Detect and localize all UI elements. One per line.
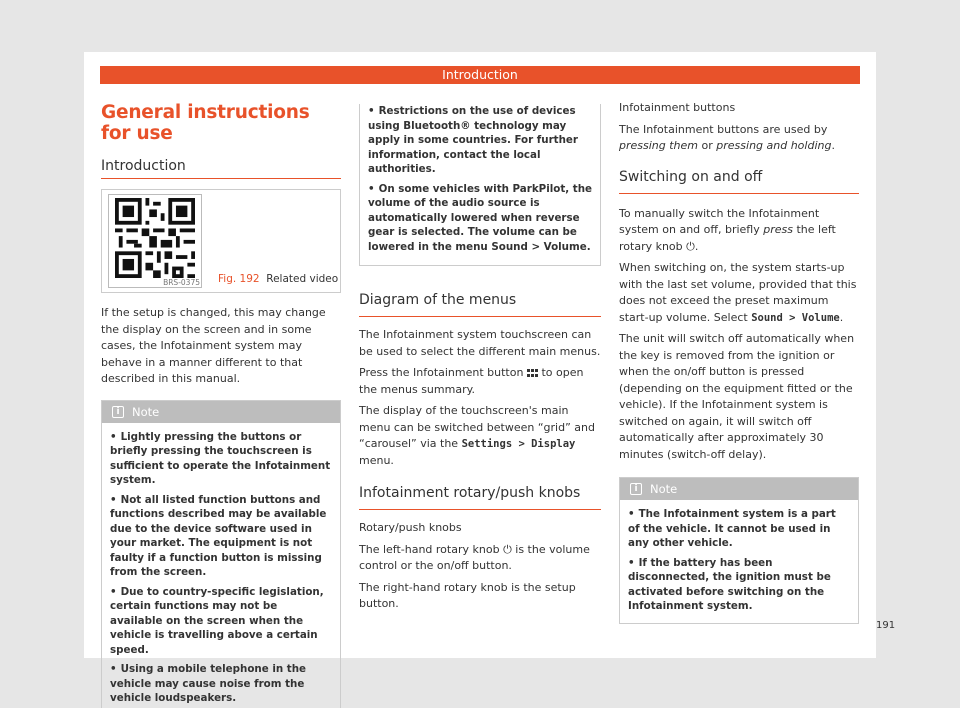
- note-box-1: [101, 400, 341, 708]
- paragraph: The Infotainment system touchscreen can be used to select the different main menus.: [359, 328, 601, 358]
- qr-code-icon: [115, 198, 195, 278]
- power-icon: ⏻: [503, 542, 512, 556]
- intro-paragraph: If the setup is changed, this may change the display on the screen and in some cases, the Infotainment system may behave in a manner different to that described in this manual.: [101, 306, 326, 385]
- figure-code: BRS-0375: [163, 278, 200, 287]
- note-item: • On some vehicles with ParkPilot, the volume of the audio source is automatically lowered when reverse gear is selected. The volume can be lowered in the menu Sound > Volume.: [368, 182, 593, 253]
- qr-code-image[interactable]: [108, 194, 202, 288]
- paragraph: To manually switch the Infotainment system on and off, briefly press the left rotary knob ⏻.: [619, 206, 836, 253]
- paragraph: The Infotainment buttons are used by pressing them or pressing and holding.: [619, 122, 835, 152]
- paragraph: The right-hand rotary knob is the setup button.: [359, 580, 576, 610]
- paragraph: The left-hand rotary knob ⏻ is the volume control or the on/off button.: [359, 542, 590, 572]
- note-header: [620, 478, 858, 500]
- column-1: [101, 96, 341, 708]
- note-item: • Not all listed function buttons and functions described may be available due to the device software used in your market. The equipment is not faulty if a function button is missing from the screen.: [110, 493, 327, 578]
- column-2: [359, 104, 601, 618]
- power-icon: ⏻: [686, 239, 695, 253]
- section-introduction: Introduction: [101, 144, 341, 179]
- paragraph: The display of the touchscreen's main menu can be switched between “grid” and “carousel” via the Settings > Display menu.: [359, 404, 595, 467]
- info-icon: i: [112, 406, 124, 418]
- section-rotary-knobs: Infotainment rotary/push knobs: [359, 485, 601, 510]
- note-item: • Using a mobile telephone in the vehicle may cause noise from the vehicle loudspeakers.: [110, 663, 307, 704]
- section-diagram-menus: Diagram of the menus: [359, 292, 601, 317]
- figure-caption: [218, 273, 338, 285]
- menu-path: Sound > Volume: [751, 311, 840, 324]
- note-box-2: [619, 477, 859, 624]
- note-item: • Restrictions on the use of devices using Bluetooth® technology may apply in some countries. For further information, contact the local authorities.: [368, 105, 578, 175]
- figure-caption-text: Related video: [266, 273, 339, 285]
- note-continuation: [359, 104, 601, 266]
- note-item: • The Infotainment system is a part of the vehicle. It cannot be used in any other vehicle.: [628, 508, 836, 549]
- main-title: General instructions for use: [101, 102, 310, 144]
- subheading: Rotary/push knobs: [359, 521, 462, 534]
- paragraph: When switching on, the system starts-up with the last set volume, provided that this does not exceed the preset maximum start-up volume. Select Sound > Volume.: [619, 261, 857, 324]
- page-number: 191: [876, 620, 896, 631]
- note-title: Note: [132, 404, 160, 419]
- note-title: Note: [650, 482, 678, 496]
- figure-192: [101, 189, 341, 293]
- note-list: [620, 500, 858, 623]
- section-switching: Switching on and off: [619, 169, 859, 194]
- menu-path: Settings > Display: [461, 438, 576, 450]
- note-item: • If the battery has been disconnected, the ignition must be activated before switching on the Infotainment system.: [628, 556, 831, 612]
- menu-grid-icon: [527, 369, 538, 377]
- note-item: • Lightly pressing the buttons or briefly pressing the touchscreen is sufficient to operate the Infotainment system.: [110, 430, 331, 486]
- chapter-header: Introduction: [100, 66, 860, 84]
- column-3: [619, 100, 859, 624]
- paragraph: The unit will switch off automatically when the key is removed from the ignition or when the on/off button is pressed (depending on the equipment fitted or the vehicle). If the Infotainment system is switched on again, it will switch off automatically after approximately 30 minutes (switch-off delay).: [619, 332, 855, 461]
- note-list: [102, 423, 340, 708]
- note-item: • Due to country-specific legislation, certain functions may not be available on the screen when the vehicle is travelling above a certain speed.: [110, 585, 324, 656]
- figure-number: Fig. 192: [218, 273, 260, 285]
- note-header: [102, 401, 340, 423]
- subheading: Infotainment buttons: [619, 101, 736, 114]
- paragraph: Press the Infotainment button to open the menus summary.: [359, 366, 584, 396]
- info-icon: i: [630, 483, 642, 495]
